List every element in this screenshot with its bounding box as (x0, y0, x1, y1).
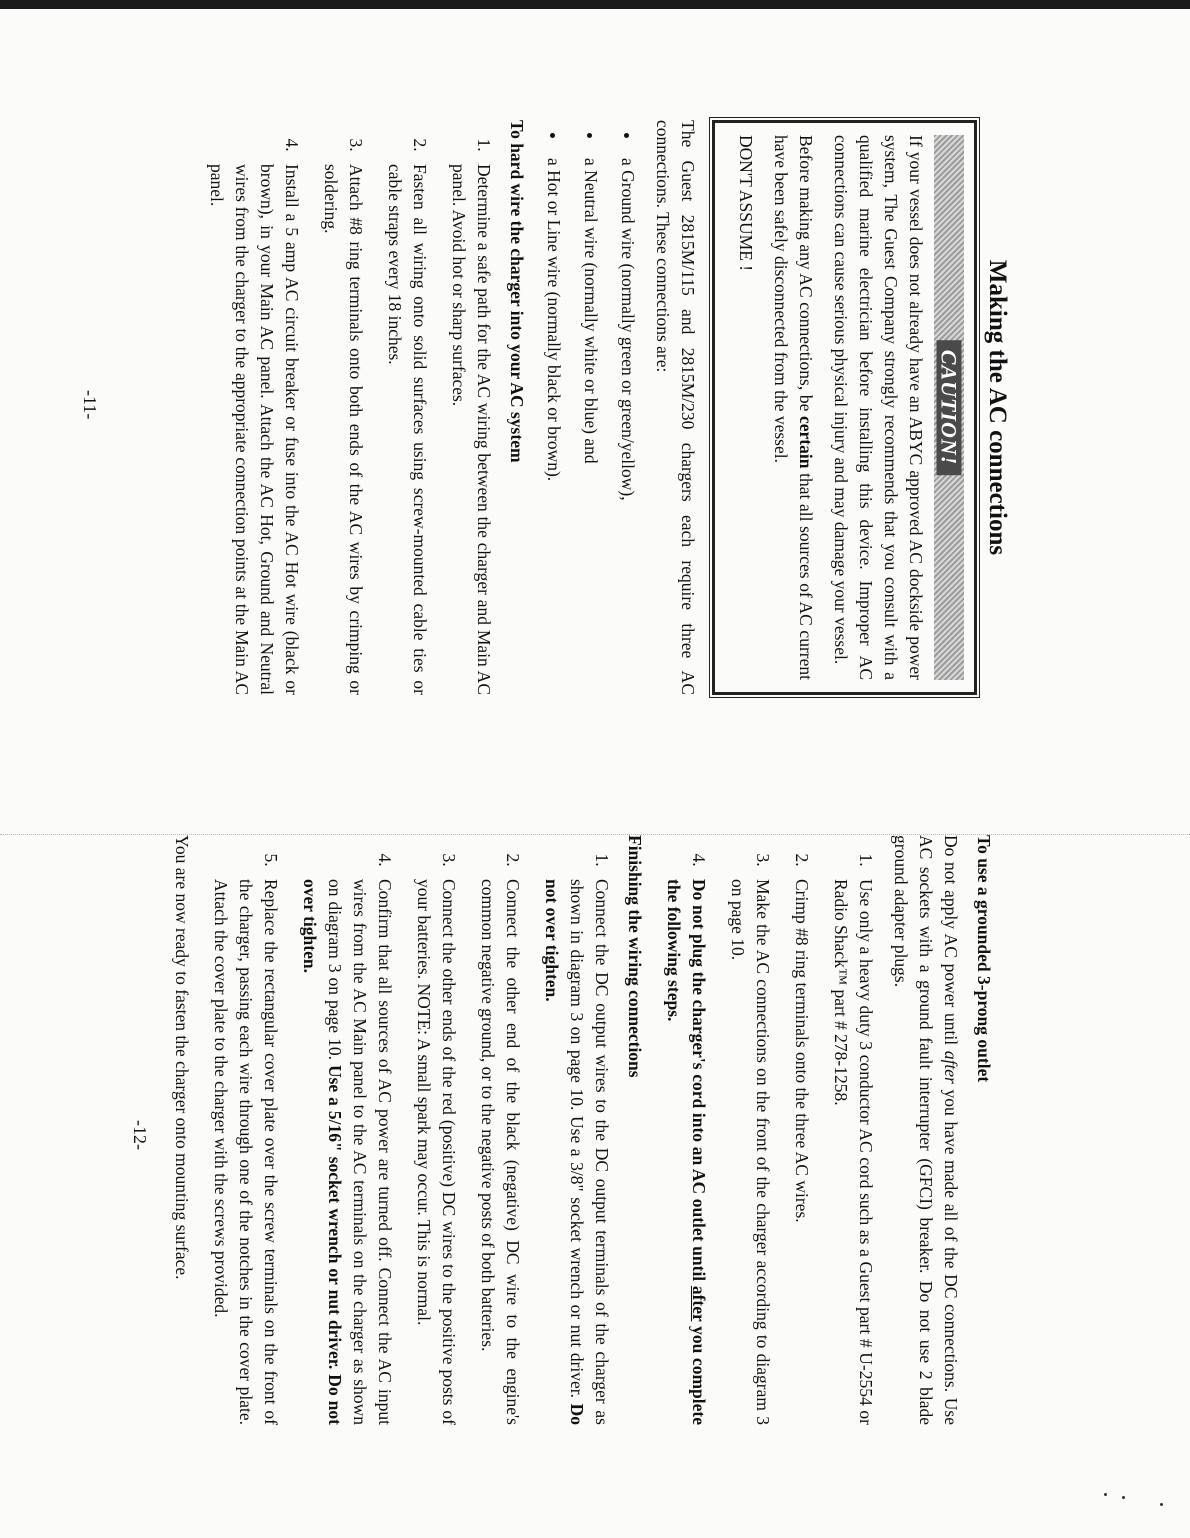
list-item: • a Neutral wire (normally white or blue) and (578, 150, 603, 695)
finishing-heading: Finishing the wiring connections (625, 835, 645, 1078)
list-item: 5. Replace the rectangular cover plate over the screw terminals on the front of the charger, passing each wire through one of the notches in the cover plate. Attach the cover plate to the charger with the screws provided. (208, 871, 283, 1425)
list-item: 2. Crimp #8 ring terminals onto the three AC wires. (789, 871, 814, 1425)
list-item: 4. Install a 5 amp AC circuit breaker or fuse into the AC Hot wire (black or brown), in your Main AC panel. Attach the AC Hot, Ground and Neutral wires from the charger to the appropriate connection points at the Main AC panel. (204, 156, 304, 695)
caution-before: Before making any AC connections, be certain that all sources of AC current have been safely disconnected from the vessel. (771, 135, 816, 680)
list-item: • a Ground wire (normally green or green/yellow), (615, 150, 640, 695)
caution-banner (934, 135, 964, 680)
list-item: 1. Determine a safe path for the AC wiring between the charger and Main AC panel. Avoid hot or sharp surfaces. (446, 156, 496, 695)
list-item: 2. Connect the other end of the black (negative) DC wire to the engine's common negative ground, or to the negative posts of both batteries. (475, 871, 525, 1425)
connection-list (541, 120, 640, 695)
list-item: 3. Make the AC connections on the front of the charger according to diagram 3 on page 10. (725, 871, 775, 1425)
page-number: -12- (130, 1120, 150, 1150)
list-item: 4. Confirm that all sources of AC power are turned off. Connect the AC input wires from the AC Main panel to the AC terminals on the charger as shown on diagram 3 on page 10. Use a 5/16" socket wrench or nut driver. Do not over tighten. (297, 871, 397, 1425)
list-item: 1. Connect the DC output wires to the DC output terminals of the charger as shown in diagram 3 on page 10. Use a 3/8" socket wrench or nut driver. Do not over tighten. (539, 871, 614, 1425)
page-number: -11- (80, 390, 100, 420)
dont-assume: DON'T ASSUME ! (736, 135, 756, 272)
caution-box (712, 120, 977, 695)
list-item: 3. Connect the other ends of the red (positive) DC wires to the positive posts of your batteries. NOTE: A small spark may occur. This is normal. (411, 871, 461, 1425)
page-heading: Making the AC connections (984, 259, 1011, 556)
finishing-steps (208, 835, 614, 1425)
grounded-outlet-heading: To use a grounded 3-prong outlet (974, 835, 994, 1083)
list-item: 4. Do not plug the charger's cord into an AC outlet until after you complete the following steps. (661, 871, 711, 1425)
caution-title: CAUTION! (937, 340, 962, 476)
page-12 (159, 835, 1000, 1425)
page-11 (190, 120, 1010, 695)
list-item: • a Hot or Line wire (normally black or brown). (541, 150, 566, 695)
closing-line: You are now ready to fasten the charger onto mounting surface. (172, 835, 192, 1280)
grounded-steps (661, 835, 878, 1425)
list-item: 1. Use only a heavy duty 3 conductor AC cord such as a Guest part # U-2554 or Radio Shack™ part # 278-1258. (828, 871, 878, 1425)
list-item: 3. Attach #8 ring terminals onto both ends of the AC wires by crimping or soldering. (318, 156, 368, 695)
list-item: 2. Fasten all wiring onto solid surfaces using screw-mounted cable ties or cable straps every 18 inches. (382, 156, 432, 695)
grounded-outlet-paragraph: Do not apply AC power until after you have made all of the DC connections. Use AC sockets with a ground fault interrupter (GFCI) breaker. Do not use 2 blade ground adapter plugs. (891, 835, 961, 1426)
intro-paragraph: The Guest 2815M/115 and 2815M/230 chargers each require three AC connections. These connections are: (653, 120, 698, 695)
caution-warning: If your vessel does not already have an ABYC approved AC dockside power system, The Guest Company strongly recommends that you consult with a qualified marine electrician before installing this device. Improper AC connections can cause serious physical injury and may damage your vessel. (831, 135, 926, 680)
hard-wire-subheading: To hard wire the charger into your AC system (507, 120, 527, 463)
hard-wire-steps (204, 120, 496, 695)
